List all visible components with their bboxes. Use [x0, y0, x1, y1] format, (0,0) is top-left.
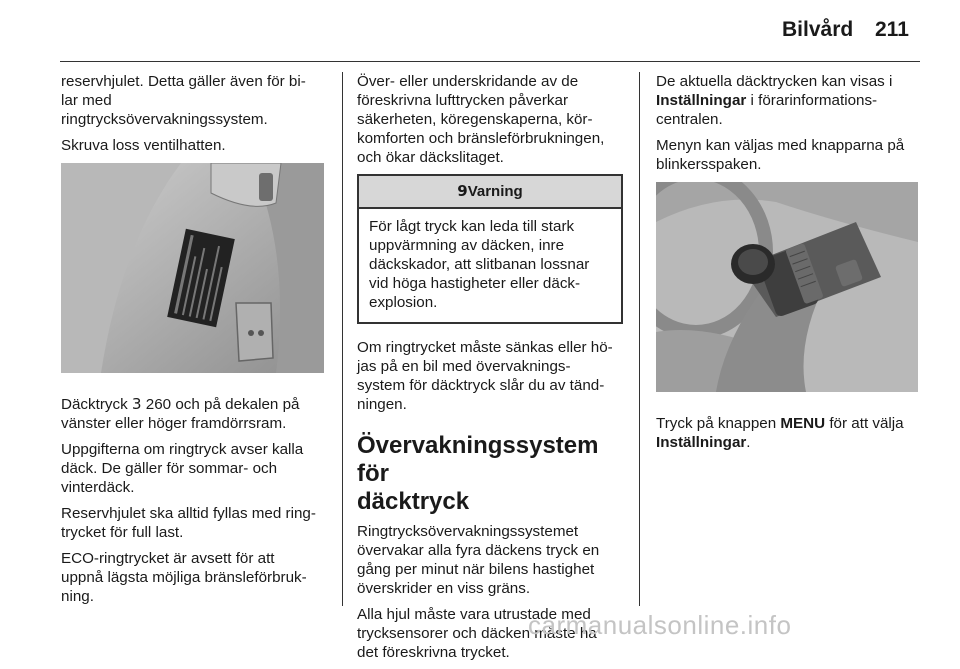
paragraph — [656, 72, 922, 129]
paragraph: Skruva loss ventilhatten. — [61, 137, 226, 154]
warning-header — [359, 176, 621, 209]
section-title: Bilvård — [782, 18, 854, 41]
warning-icon: 9 — [457, 182, 468, 200]
column-2 — [357, 72, 623, 669]
header-rule — [60, 61, 920, 62]
menu-term: Inställningar — [656, 92, 747, 109]
paragraph: Alla hjul måste vara utrustade med trycksensorer och däcken måste ha det föreskrivna trycket. — [357, 606, 597, 661]
watermark: carmanualsonline.info — [528, 610, 792, 640]
menu-term: Inställningar — [656, 434, 747, 451]
paragraph: Reservhjulet ska alltid fyllas med ring- trycket för full last. — [61, 505, 316, 541]
paragraph: reservhjulet. Detta gäller även för bi- lar med ringtrycksövervakningssystem. — [61, 73, 306, 128]
page-header — [0, 0, 960, 60]
paragraph: Menyn kan väljas med knapparna på blinkersspaken. — [656, 137, 905, 173]
page-reference-icon: 3 — [131, 395, 142, 413]
column-divider — [342, 72, 343, 606]
paragraph — [61, 395, 327, 433]
indicator-stalk-illustration — [656, 182, 918, 392]
paragraph-text: för att välja — [829, 415, 904, 432]
paragraph: ECO-ringtrycket är avsett för att uppnå lägsta möjliga bränsleförbruk- ning. — [61, 550, 307, 605]
paragraph: Uppgifterna om ringtryck avser kalla däck. De gäller för sommar- och vinterdäck. — [61, 441, 304, 496]
door-frame-label-photo — [61, 163, 324, 373]
paragraph: Över- eller underskridande av de föreskrivna lufttrycken påverkar säkerheten, köregenskaperna, kör- komforten och bränsleförbrukningen, och ökar däckslitaget. — [357, 73, 605, 166]
page-number: 211 — [875, 18, 909, 41]
indicator-stalk-photo — [656, 182, 918, 392]
menu-button-term: MENU — [780, 415, 826, 432]
paragraph-text: De aktuella däcktrycken kan visas i — [656, 73, 893, 90]
paragraph-text: Däcktryck — [61, 396, 132, 413]
section-heading: Övervakningssystem för däcktryck — [357, 432, 599, 515]
paragraph — [656, 414, 922, 452]
paragraph-text: . — [746, 434, 751, 451]
paragraph-text: 260 och på dekalen på vänster eller höger framdörrsram. — [61, 396, 300, 432]
column-3 — [656, 72, 922, 459]
paragraph: Om ringtrycket måste sänkas eller hö- jas på en bil med övervaknings- system för däcktryck slår du av tänd- ningen. — [357, 339, 613, 413]
paragraph-text: i förarinformations- centralen. — [656, 92, 878, 128]
paragraph: Ringtrycksövervakningssystemet övervakar alla fyra däckens tryck en gång per minut när bilens hastighet överskrider en viss gräns. — [357, 523, 600, 597]
paragraph-text: Tryck på knappen — [656, 415, 781, 432]
column-1 — [61, 72, 327, 613]
column-divider — [639, 72, 640, 606]
warning-box — [357, 174, 623, 324]
warning-title: Varning — [467, 183, 523, 200]
warning-text: För lågt tryck kan leda till stark uppvärmning av däcken, inre däckskador, att slitbanan lossnar vid höga hastigheter eller däck- explosion. — [369, 218, 590, 311]
door-frame-illustration — [61, 163, 324, 373]
